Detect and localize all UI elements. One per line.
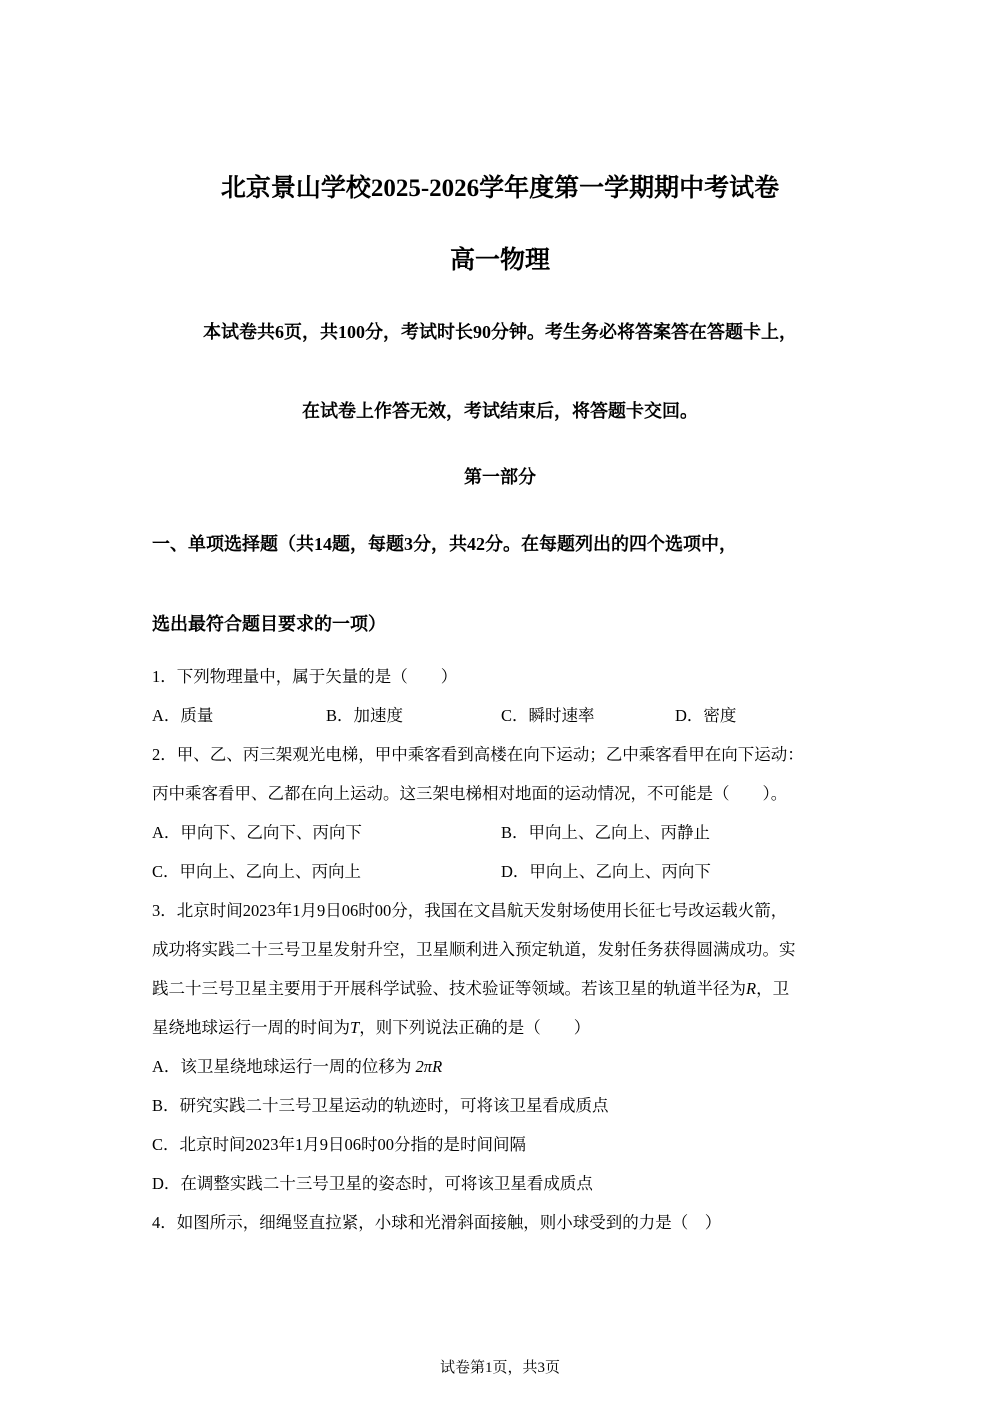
period-symbol: T <box>350 1018 360 1037</box>
question-1-stem: 1．下列物理量中，属于矢量的是（ ） <box>152 667 458 686</box>
question-3-stem-line-4 <box>152 1014 590 1038</box>
question-3-stem-line-2: 成功将实践二十三号卫星发射升空，卫星顺利进入预定轨道，发射任务获得圆满成功。实 <box>152 940 796 959</box>
part-heading: 第一部分 <box>464 467 536 487</box>
section-heading-line-2: 选出最符合题目要求的一项） <box>152 614 386 634</box>
exam-note-line-1: 本试卷共6页，共100分，考试时长90分钟。考生务必将答案答在答题卡上， <box>203 322 797 342</box>
question-3-stem-line-1: 3．北京时间2023年1月9日06时00分，我国在文昌航天发射场使用长征七号改运载火箭， <box>152 901 788 920</box>
question-3-option-c: C．北京时间2023年1月9日06时00分指的是时间间隔 <box>152 1135 527 1154</box>
question-3-stem-line-3-tail: ，卫 <box>756 979 790 998</box>
exam-title: 北京景山学校2025-2026学年度第一学期期中考试卷 <box>220 175 780 202</box>
question-2-stem-line-1: 2．甲、乙、丙三架观光电梯，甲中乘客看到高楼在向下运动；乙中乘客看甲在向下运动： <box>152 745 804 764</box>
question-1-option-d: D．密度 <box>675 706 737 725</box>
question-1-option-a: A．质量 <box>152 706 214 725</box>
question-3-option-d: D．在调整实践二十三号卫星的姿态时，可将该卫星看成质点 <box>152 1174 593 1193</box>
question-1-option-b: B．加速度 <box>326 706 404 725</box>
displacement-formula: 2πR <box>415 1057 443 1076</box>
radius-symbol: R <box>746 979 757 998</box>
exam-note-line-2: 在试卷上作答无效，考试结束后，将答题卡交回。 <box>302 401 698 421</box>
question-3-option-a <box>152 1053 442 1077</box>
question-2-option-b: B．甲向上、乙向上、丙静止 <box>501 823 711 842</box>
question-3-stem-line-4-text: 星绕地球运行一周的时间为 <box>152 1018 350 1037</box>
question-3-stem-line-3 <box>152 975 789 999</box>
question-4-stem: 4．如图所示，细绳竖直拉紧，小球和光滑斜面接触，则小球受到的力是（ ） <box>152 1213 722 1232</box>
question-2-option-d: D．甲向上、乙向上、丙向下 <box>501 862 711 881</box>
question-2-option-c: C．甲向上、乙向上、丙向上 <box>152 862 362 881</box>
section-heading-line-1: 一、单项选择题（共14题，每题3分，共42分。在每题列出的四个选项中， <box>152 534 737 554</box>
question-1-option-c: C．瞬时速率 <box>501 706 595 725</box>
question-2-stem-line-2: 丙中乘客看甲、乙都在向上运动。这三架电梯相对地面的运动情况，不可能是（ ）。 <box>152 784 788 803</box>
page-footer: 试卷第1页，共3页 <box>439 1360 560 1376</box>
question-3-stem-line-3-text: 践二十三号卫星主要用于开展科学试验、技术验证等领域。若该卫星的轨道半径为 <box>152 979 746 998</box>
question-2-option-a: A．甲向下、乙向下、丙向下 <box>152 823 362 842</box>
subject-title: 高一物理 <box>449 247 550 274</box>
question-3-option-b: B．研究实践二十三号卫星运动的轨迹时，可将该卫星看成质点 <box>152 1096 609 1115</box>
question-3-stem-line-4-tail: ，则下列说法正确的是（ ） <box>359 1018 591 1037</box>
question-3-option-a-text: A．该卫星绕地球运行一周的位移为 <box>152 1057 412 1076</box>
